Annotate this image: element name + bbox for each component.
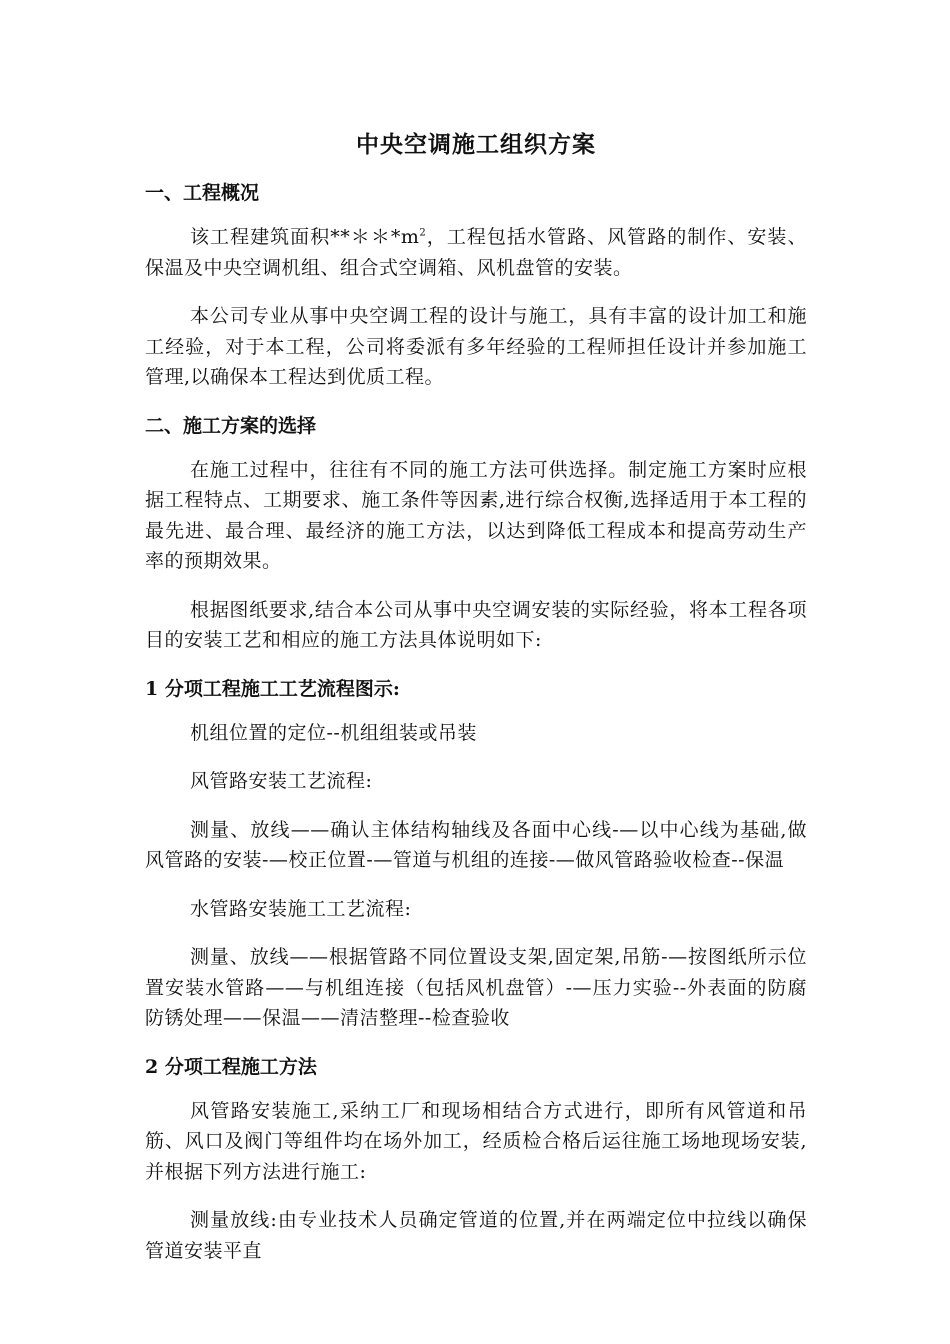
section1-heading: 一、工程概况 <box>145 182 260 204</box>
subsection2-paragraph-2: 测量放线:由专业技术人员确定管道的位置,并在两端定位中拉线以确保管道安装平直 <box>145 1209 807 1262</box>
subsection1-paragraph-4: 水管路安装施工工艺流程: <box>190 897 412 920</box>
subsection1-paragraph-3: 测量、放线——确认主体结构轴线及各面中心线-—以中心线为基础,做风管路的安装-—校正位置-—管道与机组的连接-—做风管路验收检查--保温 <box>145 818 807 871</box>
subsection1-paragraph-5: 测量、放线——根据管路不同位置设支架,固定架,吊筋-—按图纸所示位置安装水管路——与机组连接（包括风机盘管）-—压力实验--外表面的防腐防锈处理——保温——清洁整理--检查验收 <box>145 946 807 1029</box>
section2-paragraph-1: 在施工过程中，往往有不同的施工方法可供选择。制定施工方案时应根据工程特点、工期要求、施工条件等因素,进行综合权衡,选择适用于本工程的最先进、最合理、最经济的施工方法，以达到降低工程成本和提高劳动生产率的预期效果。 <box>145 458 807 572</box>
section2-heading: 二、施工方案的选择 <box>145 414 317 437</box>
section1-paragraph-2: 本公司专业从事中央空调工程的设计与施工，具有丰富的设计加工和施工经验，对于本工程，公司将委派有多年经验的工程师担任设计并参加施工管理,以确保本工程达到优质工程。 <box>145 305 807 388</box>
section2-paragraph-2: 根据图纸要求,结合本公司从事中央空调安装的实际经验，将本工程各项目的安装工艺和相应的施工方法具体说明如下: <box>145 598 807 651</box>
subsection2-heading: 2 分项工程施工方法 <box>145 1055 317 1078</box>
document-title: 中央空调施工组织方案 <box>356 131 596 158</box>
section1-paragraph-1: 该工程建筑面积$*****m^2$，工程包括水管路、风管路的制作、安装、保温及中央空调机组、组合式空调箱、风机盘管的安装。 <box>145 226 807 279</box>
subsection2-paragraph-1: 风管路安装施工,采纳工厂和现场相结合方式进行，即所有风管道和吊筋、风口及阀门等组件均在场外加工，经质检合格后运往施工场地现场安装,并根据下列方法进行施工: <box>145 1099 807 1183</box>
subsection1-paragraph-2: 风管路安装工艺流程: <box>190 770 373 792</box>
superscript: 2 <box>419 227 427 239</box>
subsection1-paragraph-1: 机组位置的定位--机组组装或吊装 <box>190 721 477 744</box>
document-page <box>145 128 807 1266</box>
subsection1-heading: 1 分项工程施工工艺流程图示: <box>145 677 400 700</box>
